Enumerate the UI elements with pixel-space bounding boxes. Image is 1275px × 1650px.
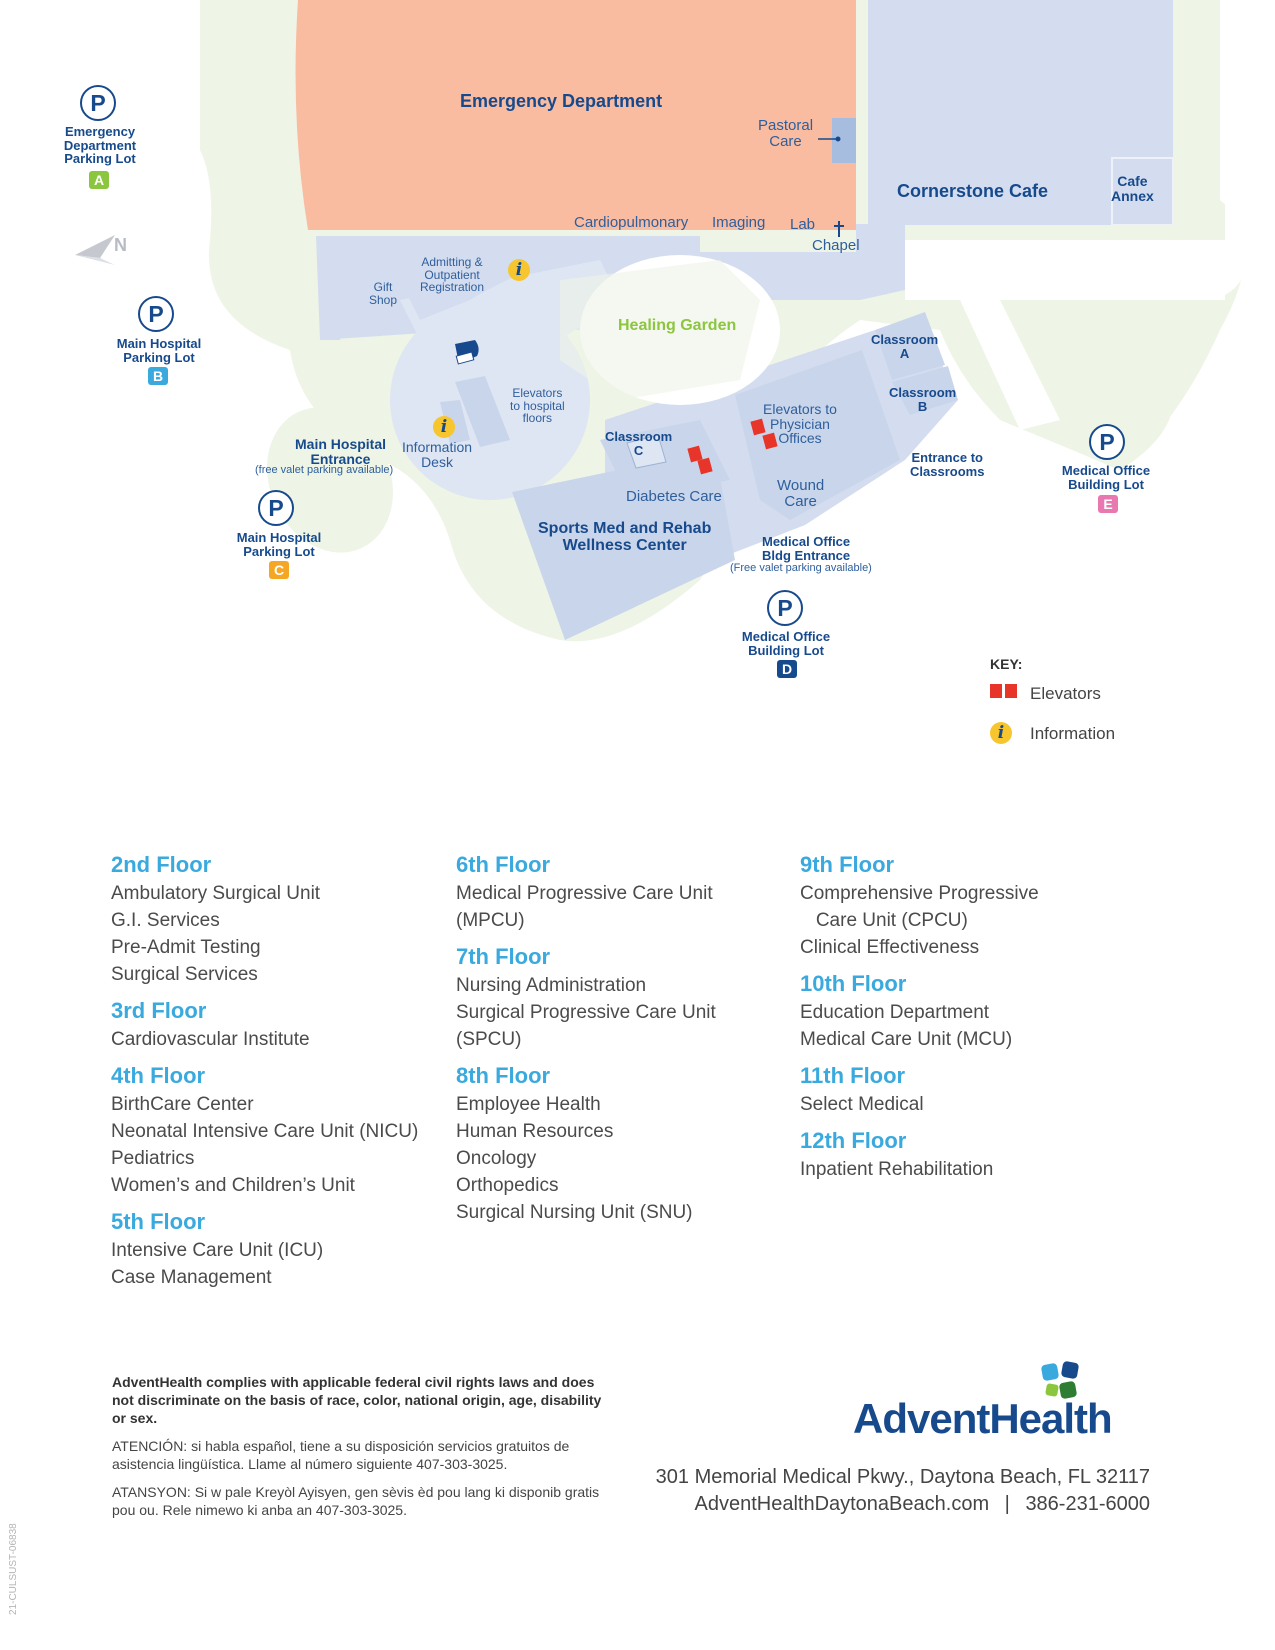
- floor-block: [111, 852, 471, 988]
- phone-number[interactable]: 386-231-6000: [1025, 1493, 1150, 1515]
- chapel-label: Chapel: [812, 237, 860, 254]
- information-desk-label: Information Desk: [402, 439, 473, 470]
- floor-block: [456, 944, 816, 1053]
- parking-icon: P: [767, 590, 803, 626]
- parking-icon: P: [80, 85, 116, 121]
- entrance-classrooms-label: Entrance to Classrooms: [910, 450, 985, 479]
- floor-title: 12th Floor: [800, 1128, 907, 1153]
- floor-unit: Case Management: [111, 1267, 272, 1288]
- lot-letter-badge: E: [1098, 495, 1118, 513]
- wound-care-label: Wound Care: [777, 477, 825, 510]
- mob-entrance-label: Medical Office Bldg Entrance: [762, 534, 851, 563]
- sports-med-label: Sports Med and Rehab Wellness Center: [538, 520, 712, 554]
- floor-unit: Orthopedics: [456, 1175, 559, 1196]
- floor-unit: Education Department: [800, 1002, 990, 1023]
- website-link[interactable]: AdventHealthDaytonaBeach.com: [694, 1493, 990, 1515]
- mob-entrance-note: (Free valet parking available): [730, 562, 872, 574]
- floor-unit: Clinical Effectiveness: [800, 937, 980, 958]
- classroom-a-label: Classroom A: [871, 332, 939, 361]
- main-entrance-note: (free valet parking available): [255, 464, 394, 476]
- floor-title: 6th Floor: [456, 852, 551, 877]
- floor-unit: Women’s and Children’s Unit: [111, 1175, 355, 1196]
- elevator-key-icon: [1005, 684, 1017, 698]
- cornerstone-cafe-label: Cornerstone Cafe: [897, 181, 1049, 201]
- parking-lot-c-label: Main Hospital Parking Lot: [236, 530, 322, 559]
- floor-directory-column-1: [111, 852, 471, 1301]
- floor-block: [456, 1063, 816, 1226]
- floor-unit: Medical Care Unit (MCU): [800, 1029, 1013, 1050]
- classroom-c-label: Classroom C: [605, 429, 673, 458]
- creole-notice: ATANSYON: Si w pale Kreyòl Ayisyen, gen sèvis èd pou lang ki disponib gratis pou ou. Rele nimewo ki anba an 407-303-3025.: [112, 1484, 600, 1518]
- floor-unit: Inpatient Rehabilitation: [800, 1159, 994, 1180]
- elevators-physician-label: Elevators to Physician Offices: [763, 401, 837, 447]
- parking-icon: P: [138, 296, 174, 332]
- document-number: 21-CULSUST-06838: [8, 1523, 19, 1615]
- legend-elevators-label: Elevators: [1030, 684, 1101, 703]
- legend-title: KEY:: [990, 656, 1023, 672]
- information-key-icon: i: [990, 722, 1012, 744]
- floor-title: 8th Floor: [456, 1063, 551, 1088]
- floor-title: 4th Floor: [111, 1063, 206, 1088]
- classroom-b-label: Classroom B: [889, 385, 957, 414]
- legend-information-label: Information: [1030, 724, 1116, 743]
- floor-block: [111, 1209, 471, 1291]
- admitting-label: Admitting & Outpatient Registration: [420, 255, 485, 295]
- floor-directory-column-2: [456, 852, 816, 1236]
- floor-unit: Select Medical: [800, 1094, 924, 1115]
- floor-unit: Employee Health: [456, 1094, 601, 1115]
- floor-unit: Neonatal Intensive Care Unit (NICU): [111, 1121, 419, 1142]
- floor-title: 10th Floor: [800, 971, 907, 996]
- floor-block: [800, 1128, 1160, 1183]
- floor-title: 2nd Floor: [111, 852, 212, 877]
- floor-unit: Surgical Progressive Care Unit: [456, 1002, 716, 1023]
- floor-unit: G.I. Services: [111, 910, 220, 931]
- pastoral-care-label: Pastoral Care: [758, 117, 814, 150]
- campus-map: [0, 0, 1275, 770]
- emergency-department-area: [296, 0, 856, 230]
- floor-unit: Pediatrics: [111, 1148, 195, 1169]
- floor-unit: Cardiovascular Institute: [111, 1029, 310, 1050]
- floor-directory-column-3: [800, 852, 1160, 1193]
- floor-unit: Nursing Administration: [456, 975, 647, 996]
- separator: |: [1004, 1493, 1010, 1515]
- emergency-department-label: Emergency Department: [460, 91, 663, 111]
- floor-title: 5th Floor: [111, 1209, 206, 1234]
- floor-unit: (SPCU): [456, 1029, 522, 1050]
- floor-title: 7th Floor: [456, 944, 551, 969]
- floor-block: [800, 971, 1160, 1053]
- floor-title: 9th Floor: [800, 852, 895, 877]
- floor-title: 3rd Floor: [111, 998, 207, 1023]
- floor-block: [111, 1063, 471, 1199]
- legal-notices: [112, 1373, 612, 1529]
- address: 301 Memorial Medical Pkwy., Daytona Beach, FL 32117: [655, 1466, 1150, 1488]
- floor-unit: Surgical Services: [111, 964, 258, 985]
- information-icon: i: [508, 259, 530, 281]
- parking-lot-b-label: Main Hospital Parking Lot: [116, 336, 202, 365]
- floor-unit: Medical Progressive Care Unit: [456, 883, 713, 904]
- cafe-annex-label: Cafe Annex: [1111, 173, 1154, 204]
- compliance-statement: AdventHealth complies with applicable federal civil rights laws and does not discriminate on the basis of race, color, national origin, age, disability or sex.: [112, 1374, 602, 1426]
- floor-unit: Pre-Admit Testing: [111, 937, 261, 958]
- lab-label: Lab: [790, 216, 816, 233]
- floor-unit: Surgical Nursing Unit (SNU): [456, 1202, 693, 1223]
- spanish-notice: ATENCIÓN: si habla español, tiene a su disposición servicios gratuitos de asistencia lingüística. Llame al número siguiente 407-303-3025.: [112, 1438, 570, 1472]
- north-arrow-icon: [75, 235, 115, 265]
- information-icon: i: [433, 416, 455, 438]
- floor-unit: Oncology: [456, 1148, 537, 1169]
- floor-title: 11th Floor: [800, 1063, 906, 1088]
- main-entrance-label: Main Hospital Entrance: [295, 436, 387, 467]
- elevators-hospital-label: Elevators to hospital floors: [510, 386, 565, 426]
- gift-shop-label: Gift Shop: [369, 280, 398, 307]
- cardiopulmonary-label: Cardiopulmonary: [574, 214, 689, 231]
- lot-letter-badge: A: [89, 171, 109, 189]
- healing-garden-label: Healing Garden: [618, 317, 737, 334]
- floor-unit: Care Unit (CPCU): [800, 910, 968, 931]
- floor-unit: Human Resources: [456, 1121, 614, 1142]
- imaging-label: Imaging: [712, 214, 766, 231]
- lot-letter-badge: C: [269, 561, 289, 579]
- floor-unit: (MPCU): [456, 910, 525, 931]
- parking-lot-a-label: Emergency Department Parking Lot: [63, 124, 137, 167]
- lot-letter-badge: D: [777, 660, 797, 678]
- parking-icon: P: [1089, 424, 1125, 460]
- floor-block: [800, 1063, 1160, 1118]
- diabetes-care-label: Diabetes Care: [626, 488, 722, 505]
- floor-unit: Intensive Care Unit (ICU): [111, 1240, 324, 1261]
- lot-letter-badge: B: [148, 367, 168, 385]
- floor-unit: BirthCare Center: [111, 1094, 254, 1115]
- pastoral-care-area: [832, 118, 856, 163]
- parking-lot-d-label: Medical Office Building Lot: [741, 629, 831, 658]
- floor-block: [456, 852, 816, 934]
- north-label: N: [114, 235, 127, 255]
- parking-lot-e-label: Medical Office Building Lot: [1061, 463, 1151, 492]
- floor-unit: Ambulatory Surgical Unit: [111, 883, 321, 904]
- parking-icon: P: [258, 490, 294, 526]
- floor-unit: Comprehensive Progressive: [800, 883, 1039, 904]
- elevator-key-icon: [990, 684, 1002, 698]
- contact-line: [694, 1493, 1150, 1516]
- floor-block: [111, 998, 471, 1053]
- floor-block: [800, 852, 1160, 961]
- adventhealth-logo-text: AdventHealth: [853, 1395, 1112, 1442]
